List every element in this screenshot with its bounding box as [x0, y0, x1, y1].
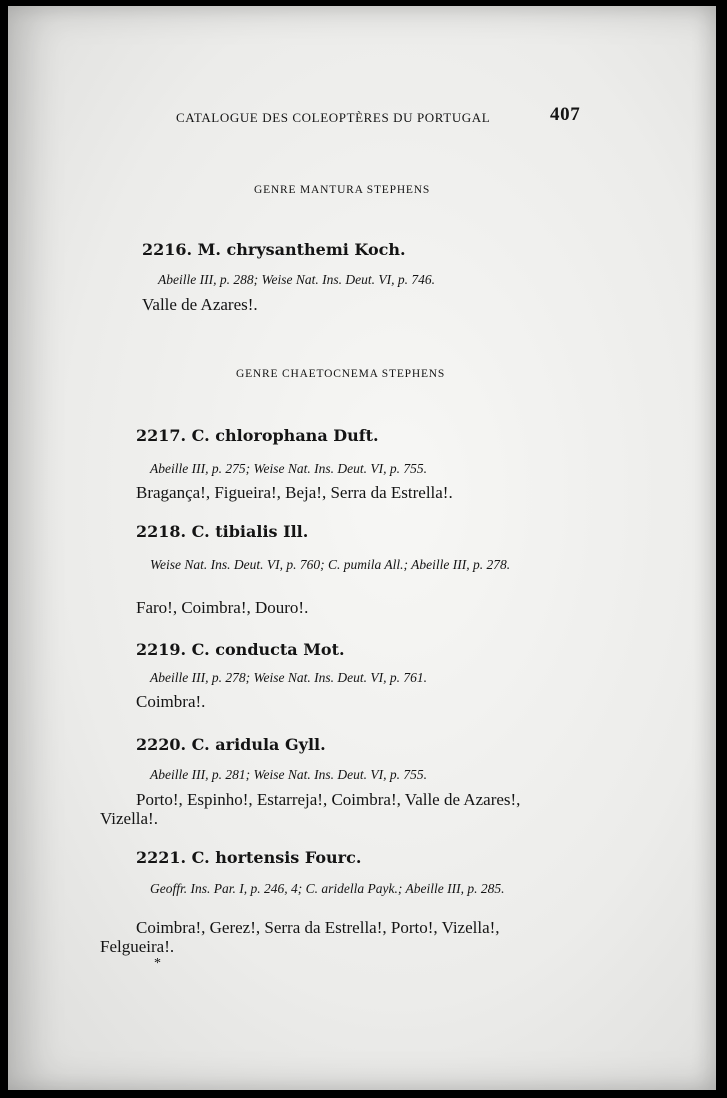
- species-localities: Valle de Azares!.: [142, 295, 258, 314]
- species-reference: Abeille III, p. 281; Weise Nat. Ins. Deut. VI, p. 755.: [150, 767, 427, 782]
- species-reference: Weise Nat. Ins. Deut. VI, p. 760; C. pumila All.; Abeille III, p. 278.: [150, 557, 511, 572]
- footer-mark: *: [154, 956, 161, 971]
- page-number: 407: [550, 104, 581, 125]
- book-page: [8, 6, 716, 1090]
- genus-heading: GENRE CHAETOCNEMA STEPHENS: [236, 368, 446, 380]
- species-localities: Coimbra!, Gerez!, Serra da Estrella!, Porto!, Vizella!, Felgueira!.: [100, 918, 500, 956]
- species-heading: 2220. C. aridula Gyll.: [136, 735, 326, 754]
- species-localities: Coimbra!.: [136, 692, 206, 711]
- species-reference: Geoffr. Ins. Par. I, p. 246, 4; C. aridella Payk.; Abeille III, p. 285.: [150, 881, 505, 896]
- species-localities: Faro!, Coimbra!, Douro!.: [136, 598, 309, 617]
- species-heading: 2218. C. tibialis Ill.: [136, 522, 309, 541]
- species-heading: 2221. C. hortensis Fourc.: [136, 848, 362, 867]
- running-title: CATALOGUE DES COLEOPTÈRES DU PORTUGAL: [176, 110, 491, 125]
- species-localities: Bragança!, Figueira!, Beja!, Serra da Estrella!.: [136, 483, 453, 502]
- species-reference: Abeille III, p. 288; Weise Nat. Ins. Deut. VI, p. 746.: [158, 272, 435, 287]
- species-heading: 2217. C. chlorophana Duft.: [136, 426, 379, 445]
- species-localities: Porto!, Espinho!, Estarreja!, Coimbra!, Valle de Azares!, Vizella!.: [100, 790, 521, 828]
- species-heading: 2216. M. chrysanthemi Koch.: [142, 240, 406, 259]
- genus-heading: GENRE MANTURA STEPHENS: [254, 184, 431, 196]
- species-heading: 2219. C. conducta Mot.: [136, 640, 345, 659]
- species-reference: Abeille III, p. 278; Weise Nat. Ins. Deut. VI, p. 761.: [150, 670, 427, 685]
- species-reference: Abeille III, p. 275; Weise Nat. Ins. Deut. VI, p. 755.: [150, 461, 427, 476]
